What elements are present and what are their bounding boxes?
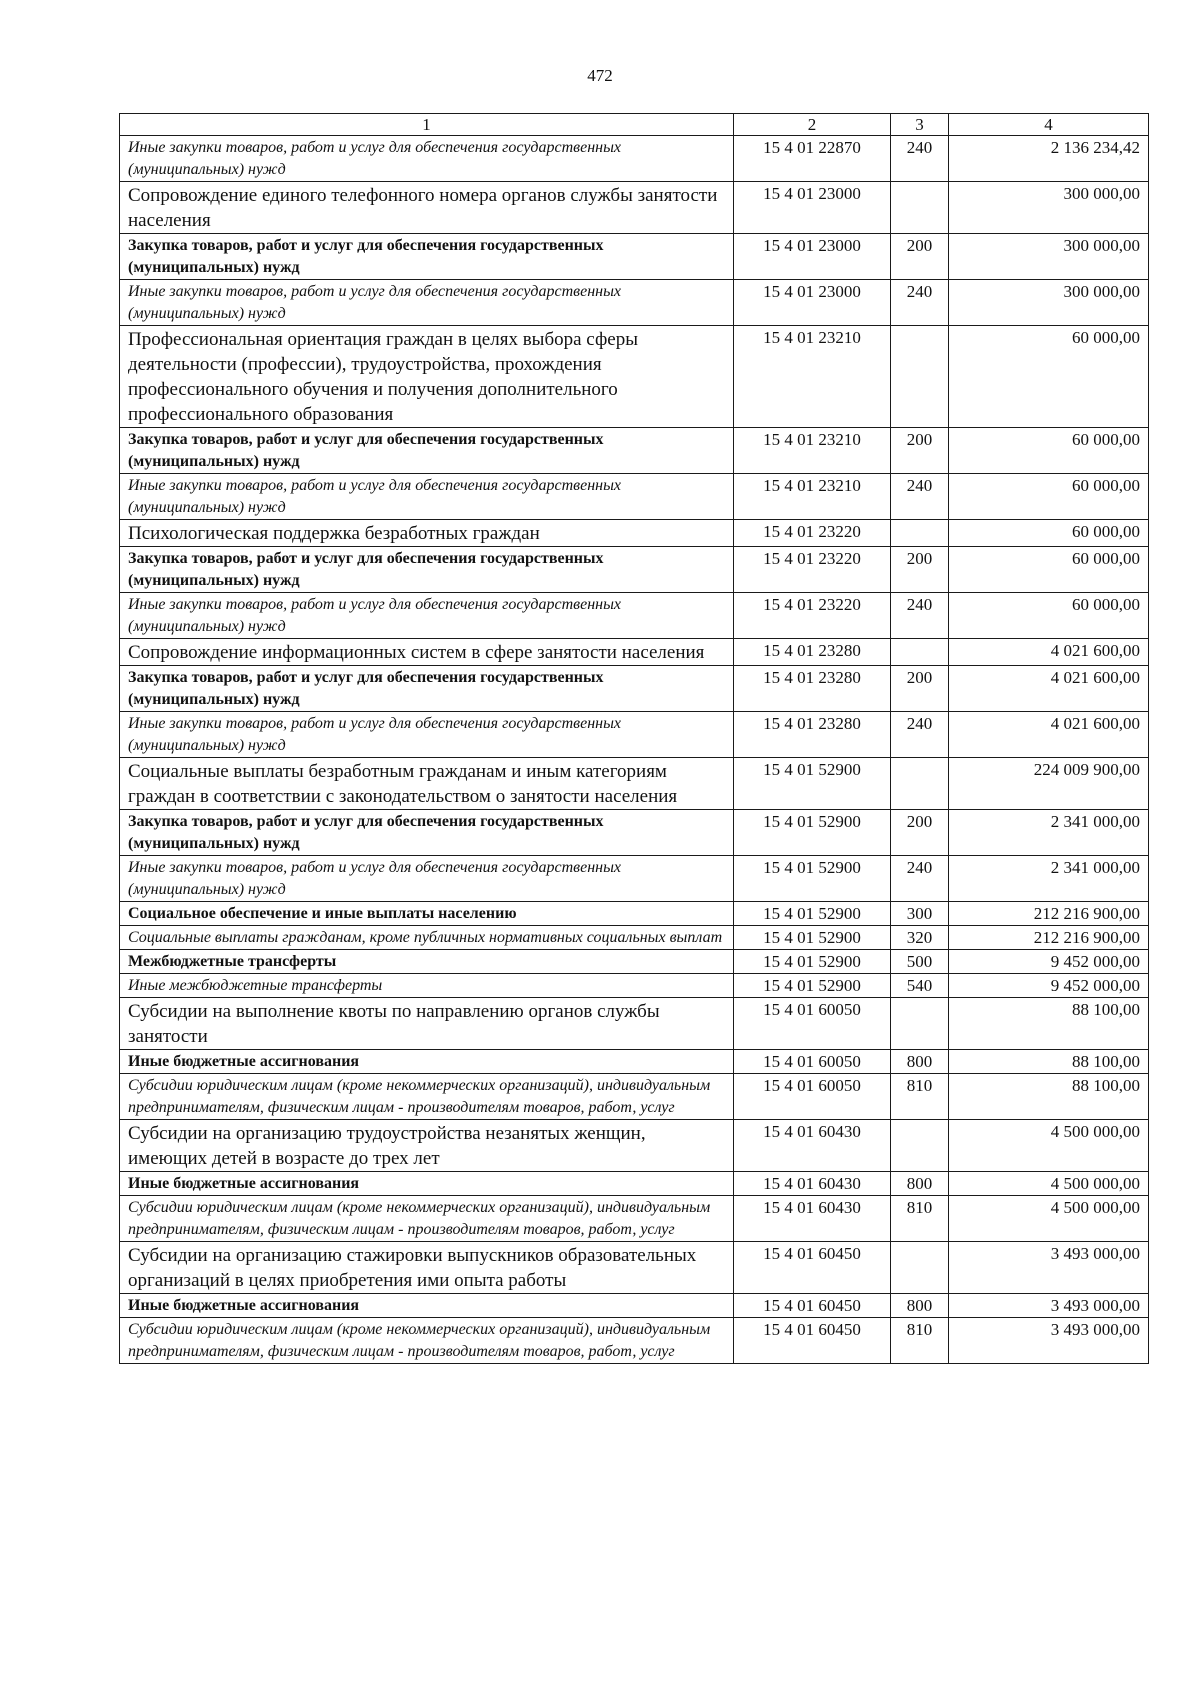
row-amount: 60 000,00 — [949, 520, 1149, 547]
table-row — [120, 1294, 1149, 1318]
row-name: Межбюджетные трансферты — [120, 950, 734, 974]
row-name: Закупка товаров, работ и услуг для обеспечения государственных (муниципальных) нужд — [120, 810, 734, 856]
table-row — [120, 280, 1149, 326]
table-row — [120, 926, 1149, 950]
row-code: 15 4 01 52900 — [734, 758, 891, 810]
row-expense-type — [891, 1120, 949, 1172]
table-row — [120, 902, 1149, 926]
row-expense-type: 240 — [891, 593, 949, 639]
table-row — [120, 758, 1149, 810]
row-name: Субсидии юридическим лицам (кроме некоммерческих организаций), индивидуальным предпринимателям, физическим лицам - производителям товаров, работ, услуг — [120, 1074, 734, 1120]
row-name: Иные закупки товаров, работ и услуг для обеспечения государственных (муниципальных) нужд — [120, 474, 734, 520]
row-name: Социальные выплаты гражданам, кроме публичных нормативных социальных выплат — [120, 926, 734, 950]
row-expense-type: 240 — [891, 474, 949, 520]
row-code: 15 4 01 52900 — [734, 974, 891, 998]
row-code: 15 4 01 60430 — [734, 1172, 891, 1196]
row-expense-type: 300 — [891, 902, 949, 926]
row-expense-type — [891, 520, 949, 547]
row-amount: 2 341 000,00 — [949, 856, 1149, 902]
row-expense-type — [891, 639, 949, 666]
row-code: 15 4 01 23210 — [734, 428, 891, 474]
row-amount: 300 000,00 — [949, 234, 1149, 280]
row-name: Иные межбюджетные трансферты — [120, 974, 734, 998]
row-amount: 9 452 000,00 — [949, 950, 1149, 974]
row-code: 15 4 01 23000 — [734, 182, 891, 234]
row-code: 15 4 01 60430 — [734, 1196, 891, 1242]
row-code: 15 4 01 23220 — [734, 547, 891, 593]
row-expense-type: 200 — [891, 547, 949, 593]
row-code: 15 4 01 23000 — [734, 234, 891, 280]
row-amount: 2 341 000,00 — [949, 810, 1149, 856]
row-expense-type: 540 — [891, 974, 949, 998]
row-expense-type: 320 — [891, 926, 949, 950]
row-name: Иные закупки товаров, работ и услуг для обеспечения государственных (муниципальных) нужд — [120, 280, 734, 326]
row-amount: 300 000,00 — [949, 182, 1149, 234]
table-row — [120, 326, 1149, 428]
row-name: Иные закупки товаров, работ и услуг для обеспечения государственных (муниципальных) нужд — [120, 136, 734, 182]
column-header-3: 3 — [891, 114, 949, 136]
row-expense-type — [891, 182, 949, 234]
table-row — [120, 712, 1149, 758]
row-expense-type: 200 — [891, 666, 949, 712]
row-expense-type: 800 — [891, 1294, 949, 1318]
row-name: Социальные выплаты безработным гражданам и иным категориям граждан в соответствии с законодательством о занятости населения — [120, 758, 734, 810]
row-name: Психологическая поддержка безработных граждан — [120, 520, 734, 547]
row-expense-type: 240 — [891, 856, 949, 902]
row-code: 15 4 01 60450 — [734, 1294, 891, 1318]
row-name: Сопровождение единого телефонного номера органов службы занятости населения — [120, 182, 734, 234]
table-row — [120, 182, 1149, 234]
table-row — [120, 593, 1149, 639]
row-code: 15 4 01 60050 — [734, 998, 891, 1050]
row-expense-type — [891, 758, 949, 810]
table-row — [120, 428, 1149, 474]
table-row — [120, 474, 1149, 520]
table-row — [120, 1242, 1149, 1294]
row-name: Сопровождение информационных систем в сфере занятости населения — [120, 639, 734, 666]
row-name: Закупка товаров, работ и услуг для обеспечения государственных (муниципальных) нужд — [120, 428, 734, 474]
row-amount: 4 500 000,00 — [949, 1172, 1149, 1196]
row-code: 15 4 01 60430 — [734, 1120, 891, 1172]
row-expense-type: 810 — [891, 1196, 949, 1242]
row-amount: 3 493 000,00 — [949, 1318, 1149, 1364]
table-row — [120, 1196, 1149, 1242]
row-amount: 212 216 900,00 — [949, 926, 1149, 950]
table-row — [120, 1074, 1149, 1120]
row-expense-type — [891, 326, 949, 428]
row-expense-type: 200 — [891, 810, 949, 856]
table-row — [120, 974, 1149, 998]
row-name: Иные закупки товаров, работ и услуг для обеспечения государственных (муниципальных) нужд — [120, 593, 734, 639]
table-row — [120, 1318, 1149, 1364]
row-name: Закупка товаров, работ и услуг для обеспечения государственных (муниципальных) нужд — [120, 547, 734, 593]
row-expense-type: 800 — [891, 1050, 949, 1074]
row-amount: 60 000,00 — [949, 593, 1149, 639]
row-amount: 60 000,00 — [949, 326, 1149, 428]
table-row — [120, 234, 1149, 280]
row-expense-type — [891, 1242, 949, 1294]
row-code: 15 4 01 60050 — [734, 1074, 891, 1120]
table-row — [120, 639, 1149, 666]
row-code: 15 4 01 23210 — [734, 474, 891, 520]
row-name: Иные бюджетные ассигнования — [120, 1172, 734, 1196]
row-name: Иные бюджетные ассигнования — [120, 1294, 734, 1318]
table-row — [120, 547, 1149, 593]
row-amount: 224 009 900,00 — [949, 758, 1149, 810]
row-code: 15 4 01 23000 — [734, 280, 891, 326]
header-row — [120, 114, 1149, 136]
row-amount: 9 452 000,00 — [949, 974, 1149, 998]
row-name: Иные закупки товаров, работ и услуг для обеспечения государственных (муниципальных) нужд — [120, 856, 734, 902]
row-name: Субсидии юридическим лицам (кроме некоммерческих организаций), индивидуальным предпринимателям, физическим лицам - производителям товаров, работ, услуг — [120, 1196, 734, 1242]
row-name: Закупка товаров, работ и услуг для обеспечения государственных (муниципальных) нужд — [120, 666, 734, 712]
row-amount: 4 500 000,00 — [949, 1120, 1149, 1172]
budget-table — [119, 113, 1149, 1364]
table-row — [120, 666, 1149, 712]
row-amount: 4 021 600,00 — [949, 712, 1149, 758]
row-code: 15 4 01 23210 — [734, 326, 891, 428]
row-code: 15 4 01 23280 — [734, 639, 891, 666]
table-row — [120, 520, 1149, 547]
row-amount: 4 500 000,00 — [949, 1196, 1149, 1242]
row-code: 15 4 01 23280 — [734, 712, 891, 758]
row-code: 15 4 01 52900 — [734, 902, 891, 926]
row-amount: 4 021 600,00 — [949, 639, 1149, 666]
row-amount: 212 216 900,00 — [949, 902, 1149, 926]
row-code: 15 4 01 52900 — [734, 926, 891, 950]
row-amount: 88 100,00 — [949, 1050, 1149, 1074]
row-expense-type: 800 — [891, 1172, 949, 1196]
row-amount: 4 021 600,00 — [949, 666, 1149, 712]
row-code: 15 4 01 22870 — [734, 136, 891, 182]
row-expense-type: 240 — [891, 712, 949, 758]
row-name: Субсидии на организацию стажировки выпускников образовательных организаций в целях приобретения ими опыта работы — [120, 1242, 734, 1294]
column-header-1: 1 — [120, 114, 734, 136]
table-row — [120, 136, 1149, 182]
row-code: 15 4 01 23280 — [734, 666, 891, 712]
table-row — [120, 998, 1149, 1050]
page-number: 472 — [587, 66, 613, 85]
row-expense-type: 240 — [891, 136, 949, 182]
row-amount: 60 000,00 — [949, 474, 1149, 520]
row-name: Субсидии юридическим лицам (кроме некоммерческих организаций), индивидуальным предпринимателям, физическим лицам - производителям товаров, работ, услуг — [120, 1318, 734, 1364]
row-expense-type: 200 — [891, 234, 949, 280]
table-row — [120, 856, 1149, 902]
row-amount: 88 100,00 — [949, 998, 1149, 1050]
row-code: 15 4 01 60450 — [734, 1318, 891, 1364]
row-amount: 60 000,00 — [949, 547, 1149, 593]
row-amount: 88 100,00 — [949, 1074, 1149, 1120]
row-expense-type: 810 — [891, 1074, 949, 1120]
column-header-2: 2 — [734, 114, 891, 136]
row-amount: 3 493 000,00 — [949, 1242, 1149, 1294]
row-expense-type: 500 — [891, 950, 949, 974]
row-name: Закупка товаров, работ и услуг для обеспечения государственных (муниципальных) нужд — [120, 234, 734, 280]
row-code: 15 4 01 60050 — [734, 1050, 891, 1074]
row-code: 15 4 01 23220 — [734, 593, 891, 639]
row-amount: 3 493 000,00 — [949, 1294, 1149, 1318]
row-amount: 60 000,00 — [949, 428, 1149, 474]
row-name: Иные закупки товаров, работ и услуг для обеспечения государственных (муниципальных) нужд — [120, 712, 734, 758]
row-name: Профессиональная ориентация граждан в целях выбора сферы деятельности (профессии), трудоустройства, прохождения профессионального обучения и получения дополнительного профессионального образования — [120, 326, 734, 428]
row-amount: 2 136 234,42 — [949, 136, 1149, 182]
table-body — [120, 114, 1149, 1364]
row-name: Субсидии на выполнение квоты по направлению органов службы занятости — [120, 998, 734, 1050]
table-row — [120, 950, 1149, 974]
row-code: 15 4 01 60450 — [734, 1242, 891, 1294]
row-expense-type: 200 — [891, 428, 949, 474]
row-code: 15 4 01 52900 — [734, 950, 891, 974]
row-code: 15 4 01 23220 — [734, 520, 891, 547]
column-header-4: 4 — [949, 114, 1149, 136]
row-expense-type: 810 — [891, 1318, 949, 1364]
table-row — [120, 1172, 1149, 1196]
row-code: 15 4 01 52900 — [734, 810, 891, 856]
row-name: Иные бюджетные ассигнования — [120, 1050, 734, 1074]
row-expense-type — [891, 998, 949, 1050]
table-row — [120, 1120, 1149, 1172]
row-amount: 300 000,00 — [949, 280, 1149, 326]
row-name: Социальное обеспечение и иные выплаты населению — [120, 902, 734, 926]
table-row — [120, 810, 1149, 856]
row-expense-type: 240 — [891, 280, 949, 326]
row-code: 15 4 01 52900 — [734, 856, 891, 902]
row-name: Субсидии на организацию трудоустройства незанятых женщин, имеющих детей в возрасте до трех лет — [120, 1120, 734, 1172]
table-row — [120, 1050, 1149, 1074]
